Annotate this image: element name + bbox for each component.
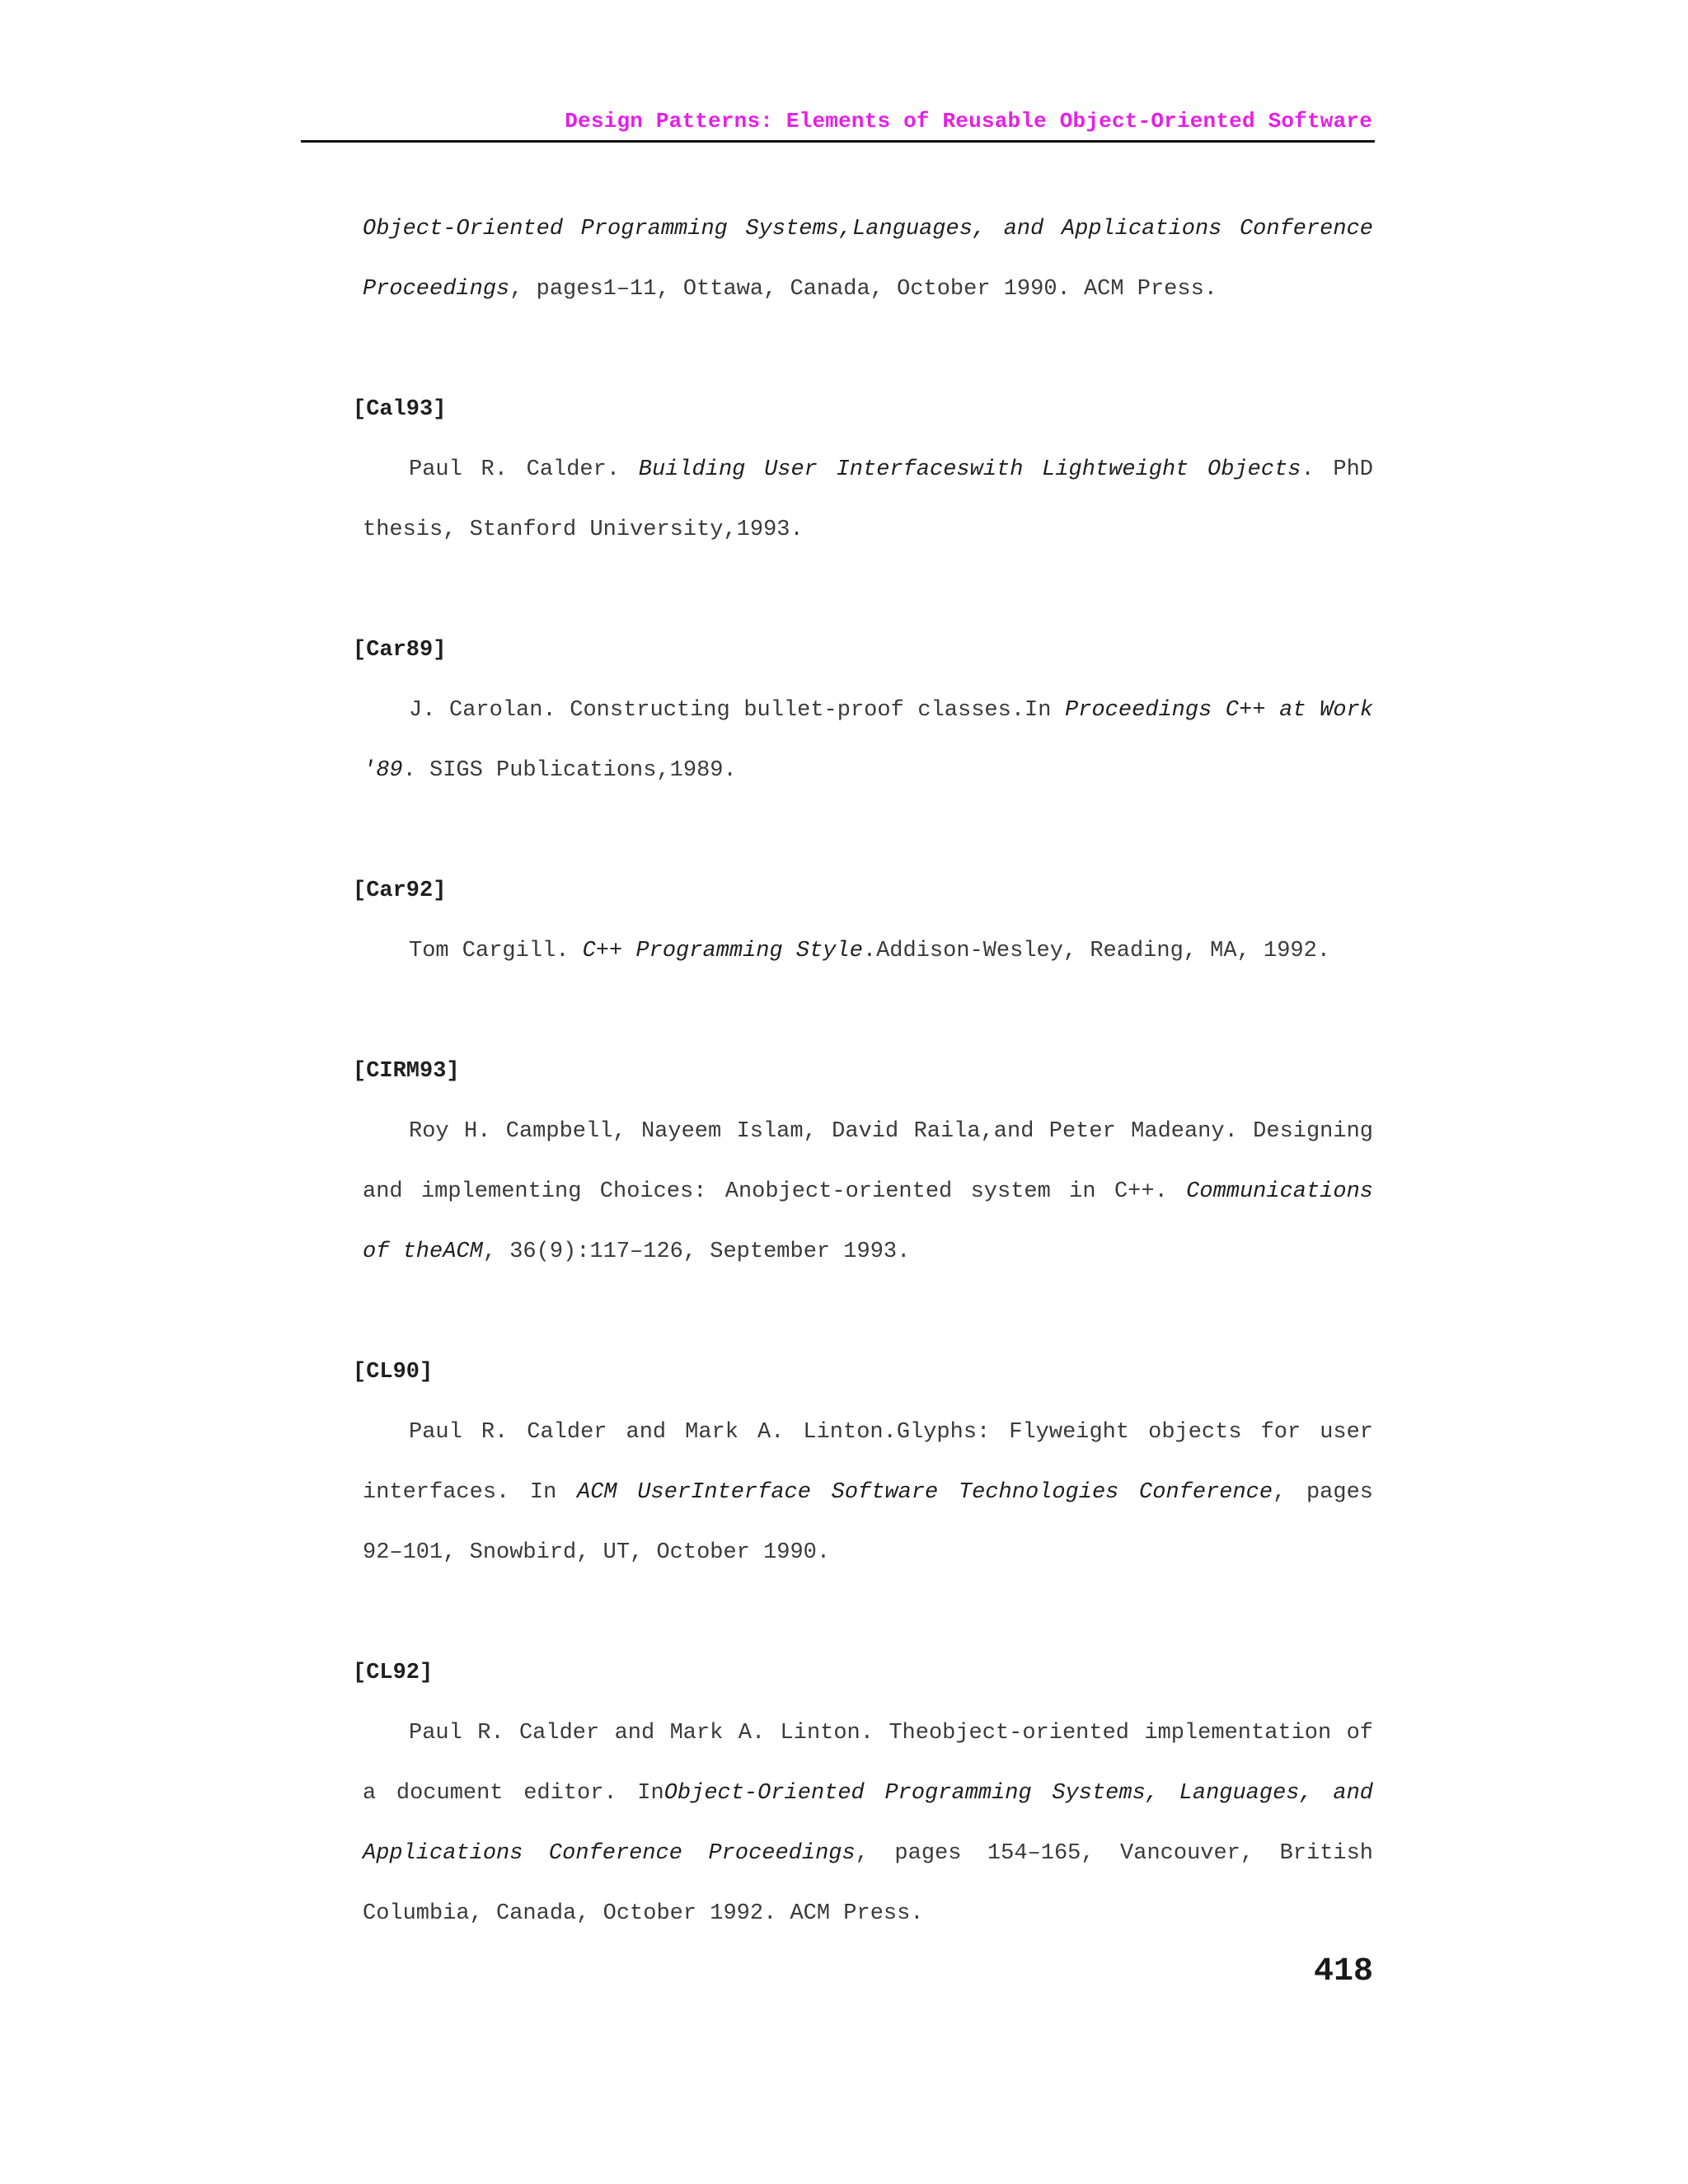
running-header: Design Patterns: Elements of Reusable Object-Oriented Software bbox=[565, 109, 1372, 134]
header-rule bbox=[301, 140, 1375, 143]
ref-authors-car92: Tom Cargill. bbox=[409, 939, 583, 963]
ref-title-cl90: ACM UserInterface Software Technologies Conference bbox=[577, 1480, 1273, 1505]
ref-authors-cl90: Paul R. Calder and Mark A. Linton.Glyphs: Flyweight objects for user interfaces. In bbox=[363, 1420, 1373, 1505]
ref-details-cirm93: , 36(9):117–126, September 1993. bbox=[482, 1240, 911, 1264]
continued-entry-title: Object-Oriented Programming Systems,Languages, and Applications Conference Proceedings bbox=[363, 217, 1373, 302]
continued-entry bbox=[363, 199, 1373, 320]
ref-title-car92: C++ Programming Style bbox=[582, 939, 863, 963]
spacer bbox=[363, 1583, 1373, 1643]
ref-details-car92: .Addison-Wesley, Reading, MA, 1992. bbox=[862, 939, 1330, 963]
ref-authors-cl92: Paul R. Calder and Mark A. Linton. Theobject-oriented implementation of a document editor. In bbox=[363, 1721, 1373, 1806]
ref-title-cal93: Building User Interfaceswith Lightweight Objects bbox=[638, 457, 1301, 482]
ref-authors-cal93: Paul R. Calder. bbox=[409, 457, 639, 482]
continued-entry-details: , pages1–11, Ottawa, Canada, October 1990. ACM Press. bbox=[509, 277, 1217, 302]
ref-details-car89: . SIGS Publications,1989. bbox=[402, 758, 737, 783]
ref-details-cal93: . PhD thesis, Stanford University,1993. bbox=[363, 457, 1373, 542]
spacer bbox=[363, 1282, 1373, 1343]
ref-key-cl92: [CL92] bbox=[353, 1661, 434, 1685]
spacer bbox=[363, 320, 1373, 380]
ref-entry-cirm93 bbox=[363, 1102, 1373, 1282]
ref-key-car89: [Car89] bbox=[353, 638, 447, 663]
page-number: 418 bbox=[1313, 1953, 1373, 1990]
ref-entry-cal93 bbox=[363, 440, 1373, 560]
ref-key-car92: [Car92] bbox=[353, 879, 447, 903]
ref-entry-cl92 bbox=[363, 1704, 1373, 1944]
spacer bbox=[363, 982, 1373, 1042]
ref-entry-car92 bbox=[363, 921, 1373, 982]
ref-title-cl92: Object-Oriented Programming Systems, Languages, and Applications Conference Proceedings bbox=[363, 1781, 1373, 1866]
ref-details-cl92: , pages 154–165, Vancouver, British Columbia, Canada, October 1992. ACM Press. bbox=[363, 1841, 1374, 1926]
ref-entry-car89 bbox=[363, 681, 1373, 801]
ref-key-cirm93: [CIRM93] bbox=[353, 1059, 460, 1084]
spacer bbox=[363, 560, 1373, 621]
ref-authors-cirm93: Roy H. Campbell, Nayeem Islam, David Raila,and Peter Madeany. Designing and implementing Choices: Anobject-oriented system in C++. bbox=[363, 1119, 1373, 1204]
ref-details-cl90: , pages 92–101, Snowbird, UT, October 1990. bbox=[363, 1480, 1373, 1565]
bibliography-body bbox=[353, 199, 1374, 1944]
ref-title-car89: Proceedings C++ at Work '89 bbox=[363, 698, 1373, 783]
ref-title-cirm93: Communications of theACM bbox=[363, 1179, 1373, 1264]
spacer bbox=[363, 801, 1373, 861]
ref-authors-car89: J. Carolan. Constructing bullet-proof classes.In bbox=[409, 698, 1066, 723]
ref-entry-cl90 bbox=[363, 1403, 1373, 1583]
ref-key-cal93: [Cal93] bbox=[353, 397, 447, 422]
ref-key-cl90: [CL90] bbox=[353, 1360, 434, 1385]
